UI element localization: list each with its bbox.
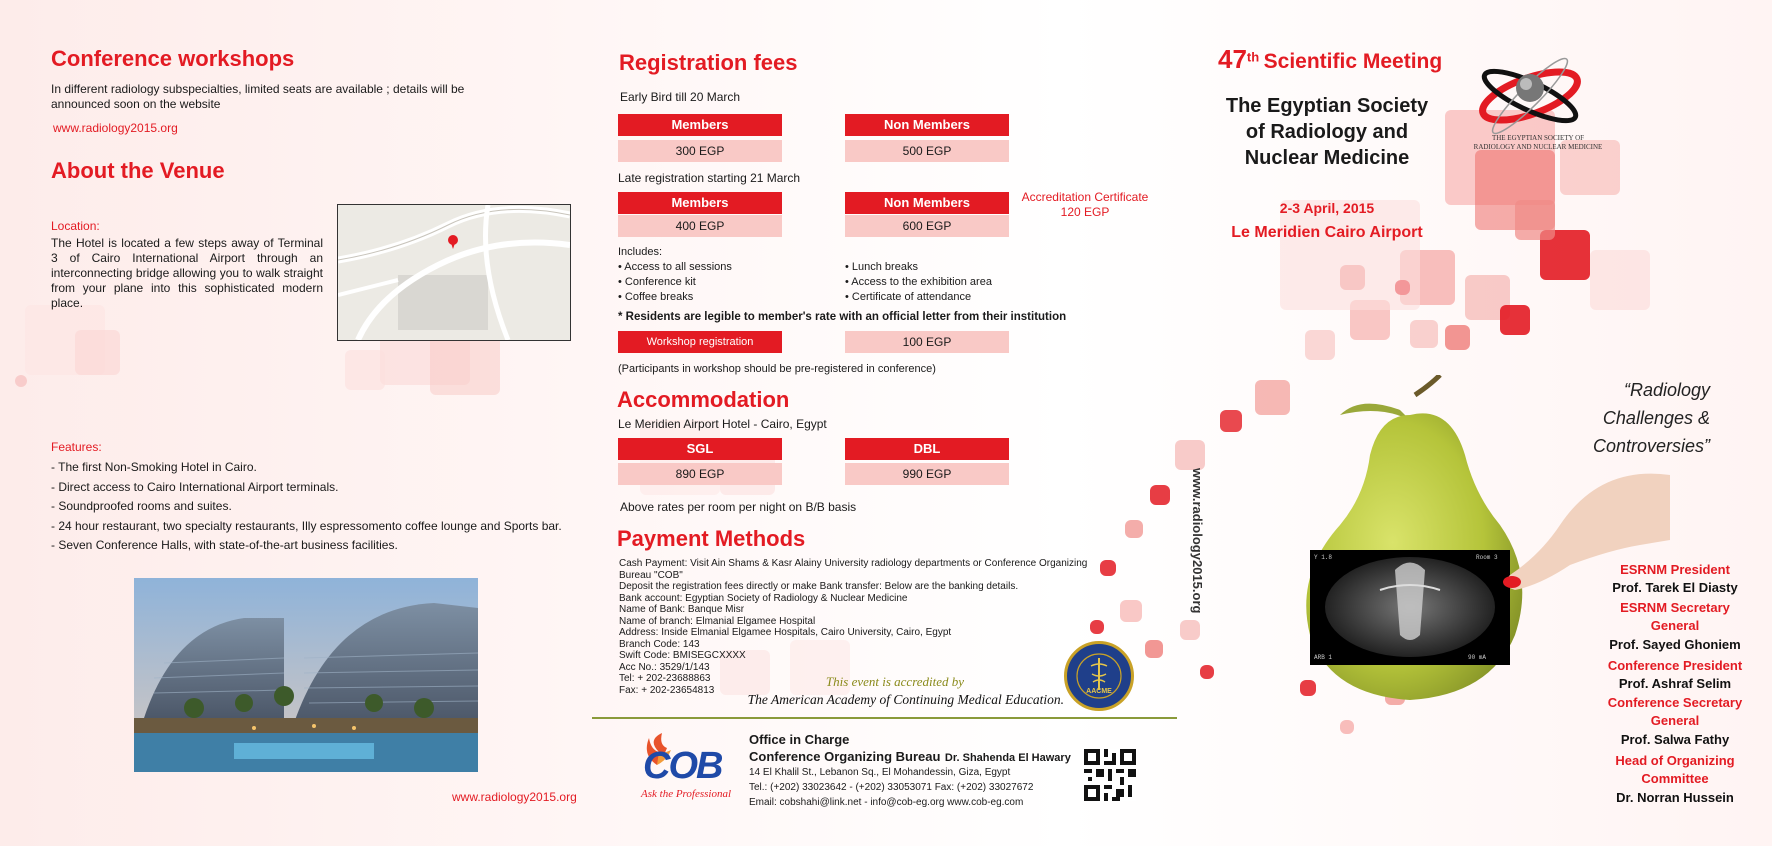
non-members-header: Non Members <box>845 114 1009 136</box>
hotel-photo <box>134 578 478 772</box>
society-name: The Egyptian Society of Radiology and Nuclear Medicine <box>1225 95 1429 169</box>
logo-caption-line: THE EGYPTIAN SOCIETY OF <box>1491 134 1585 142</box>
officer-name: Dr. Norran Hussein <box>1616 790 1734 805</box>
officer-name: Prof. Ashraf Selim <box>1618 676 1732 691</box>
payment-line: Cash Payment: Visit Ain Shams & Kasr Alainy University radiology departments or Conference Organizing Bureau "COB" <box>619 558 1088 581</box>
svg-text:90 mA: 90 mA <box>1468 654 1487 661</box>
meeting-heading <box>1218 44 1442 75</box>
workshops-link[interactable]: www.radiology2015.org <box>53 121 178 135</box>
officer-name: Prof. Sayed Ghoniem <box>1609 637 1741 652</box>
late-members-header: Members <box>618 192 782 214</box>
dbl-header: DBL <box>845 438 1009 460</box>
officer-role: ESRNM Secretary General <box>1620 600 1730 633</box>
meeting-suffix: th <box>1246 49 1260 65</box>
officer-role: Conference Secretary General <box>1607 695 1743 728</box>
accreditation-fee: 120 EGP <box>1060 205 1110 219</box>
payment-line: Branch Code: 143 <box>619 638 700 650</box>
officers-list <box>1595 561 1755 808</box>
feature-item: - 24 hour restaurant, two specialty restaurants, Illy espressomento coffee lounge and Sports bar. <box>51 518 562 533</box>
meeting-dates: 2-3 April, 2015 <box>1279 200 1375 216</box>
include-item: • Access to all sessions <box>618 261 732 273</box>
late-members-fee: 400 EGP <box>618 215 782 237</box>
payment-line: Deposit the registration fees directly or make Bank transfer: Below are the banking details. <box>619 581 1019 592</box>
workshops-text: In different radiology subspecialties, limited seats are available ; details will be announced soon on the website <box>51 82 465 111</box>
cob-logo <box>633 730 733 800</box>
meeting-venue: Le Meridien Cairo Airport <box>1231 224 1423 241</box>
includes-right-list <box>845 260 1065 305</box>
include-item: • Access to the exhibition area <box>845 276 992 288</box>
venue-map[interactable] <box>337 204 571 341</box>
office-phones: Tel.: (+202) 33023642 - (+202) 33053071 Fax: (+202) 33027672 <box>749 782 1034 793</box>
divider-line <box>592 717 1177 719</box>
late-registration-label: Late registration starting 21 March <box>618 171 801 185</box>
include-item: • Certificate of attendance <box>845 291 972 303</box>
early-bird-label: Early Bird till 20 March <box>620 90 741 104</box>
feature-item: - Soundproofed rooms and suites. <box>51 499 232 513</box>
officer-name: Prof. Salwa Fathy <box>1620 732 1730 747</box>
logo-caption-line: RADIOLOGY AND NUCLEAR MEDICINE <box>1473 143 1603 151</box>
society-logo-caption <box>1468 134 1608 152</box>
early-members-fee: 300 EGP <box>618 140 782 162</box>
meeting-tagline: “Radiology Challenges & Controversies” <box>1592 380 1710 456</box>
features-label: Features: <box>51 440 102 454</box>
includes-left-list <box>618 260 818 305</box>
office-contact <box>749 765 1033 810</box>
accreditation-label: Accreditation Certificate <box>1021 190 1149 204</box>
sgl-fee: 890 EGP <box>618 463 782 485</box>
officer-name: Prof. Tarek El Diasty <box>1612 580 1738 595</box>
footer-website-link[interactable]: www.radiology2015.org <box>452 790 577 804</box>
sgl-header: SGL <box>618 438 782 460</box>
qr-code[interactable] <box>1084 749 1136 801</box>
meeting-title: Scientific Meeting <box>1263 50 1443 73</box>
include-item: • Coffee breaks <box>618 291 694 303</box>
vertical-website[interactable]: www.radiology2015.org <box>1190 468 1205 614</box>
residents-note: * Residents are legible to member's rate with an official letter from their institution <box>618 311 1067 323</box>
payment-line: Acc No.: 3529/1/143 <box>619 661 710 673</box>
members-header: Members <box>618 114 782 136</box>
caduceus-icon <box>1067 644 1131 708</box>
office-address: 14 El Khalil St., Lebanon Sq., El Mohandessin, Giza, Egypt <box>749 767 1011 778</box>
rate-note: Above rates per room per night on B/B basis <box>620 500 857 514</box>
payment-line: Name of Bank: Banque Misr <box>619 604 745 615</box>
contact-person: Dr. Shahenda El Hawary <box>944 752 1071 764</box>
academy-name: The American Academy of Continuing Medical Education. <box>747 692 1064 707</box>
svg-text:ARB 1: ARB 1 <box>1314 654 1333 661</box>
hotel-name: Le Meridien Airport Hotel - Cairo, Egypt <box>618 417 827 431</box>
officer-role: ESRNM President <box>1620 562 1730 577</box>
cob-logo-text: COB <box>643 745 722 787</box>
map-graphic <box>338 205 570 340</box>
workshops-title: Conference workshops <box>51 46 295 71</box>
bureau-name: Conference Organizing Bureau <box>749 749 941 764</box>
include-item: • Conference kit <box>618 276 696 288</box>
location-label: Location: <box>51 219 100 233</box>
location-text: The Hotel is located a few steps away of Terminal 3 of Cairo International Airport through an interconnecting bridge allowing you to walk straight from your plane into this sophisticated modern place. <box>51 236 323 310</box>
workshop-fee: 100 EGP <box>845 331 1009 353</box>
accreditation-certificate <box>1010 190 1160 220</box>
bureau-line <box>749 748 1071 766</box>
payment-line: Tel: + 202-23688863 <box>619 673 711 684</box>
officer-role: Head of Organizing Committee <box>1615 753 1735 786</box>
payment-methods-title: Payment Methods <box>617 526 806 551</box>
payment-line: Fax: + 202-23654813 <box>619 684 715 696</box>
payment-line: Bank account: Egyptian Society of Radiology & Nuclear Medicine <box>619 592 908 604</box>
society-logo <box>1468 48 1608 158</box>
meeting-number: 47 <box>1218 44 1247 74</box>
early-non-members-fee: 500 EGP <box>845 140 1009 162</box>
qr-code-graphic <box>1084 749 1136 801</box>
cob-tagline: Ask the Professional <box>641 788 732 800</box>
accommodation-title: Accommodation <box>617 387 790 412</box>
aacme-seal-label: AACME <box>1086 688 1112 695</box>
include-item: • Lunch breaks <box>845 261 918 273</box>
late-non-members-fee: 600 EGP <box>845 215 1009 237</box>
feature-item: - The first Non-Smoking Hotel in Cairo. <box>51 460 257 474</box>
payment-line: Swift Code: BMISEGCXXXX <box>619 650 746 661</box>
svg-text:Room 3: Room 3 <box>1476 554 1498 561</box>
includes-label: Includes: <box>618 246 663 258</box>
venue-title: About the Venue <box>51 158 225 183</box>
payment-line: Name of branch: Elmanial Elgamee Hospital <box>619 615 816 627</box>
svg-text:Y 1.8: Y 1.8 <box>1314 554 1333 561</box>
features-list <box>51 458 591 556</box>
workshop-registration-label: Workshop registration <box>618 331 782 353</box>
payment-line: Address: Inside Elmanial Elgamee Hospitals, Cairo University, Cairo, Egypt <box>619 627 952 638</box>
atom-logo-icon <box>1468 48 1608 143</box>
late-non-members-header: Non Members <box>845 192 1009 214</box>
feature-item: - Seven Conference Halls, with state-of-the-art business facilities. <box>51 538 398 552</box>
registration-fees-title: Registration fees <box>619 50 798 75</box>
workshop-note: (Participants in workshop should be pre-registered in conference) <box>618 363 936 375</box>
accredited-by-text: This event is accredited by <box>825 674 965 689</box>
aacme-seal <box>1064 641 1134 711</box>
officer-role: Conference President <box>1607 658 1743 673</box>
office-email[interactable]: Email: cobshahi@link.net - info@cob-eg.org www.cob-eg.com <box>749 797 1024 808</box>
dbl-fee: 990 EGP <box>845 463 1009 485</box>
office-title: Office in Charge <box>749 732 850 747</box>
feature-item: - Direct access to Cairo International Airport terminals. <box>51 479 339 494</box>
